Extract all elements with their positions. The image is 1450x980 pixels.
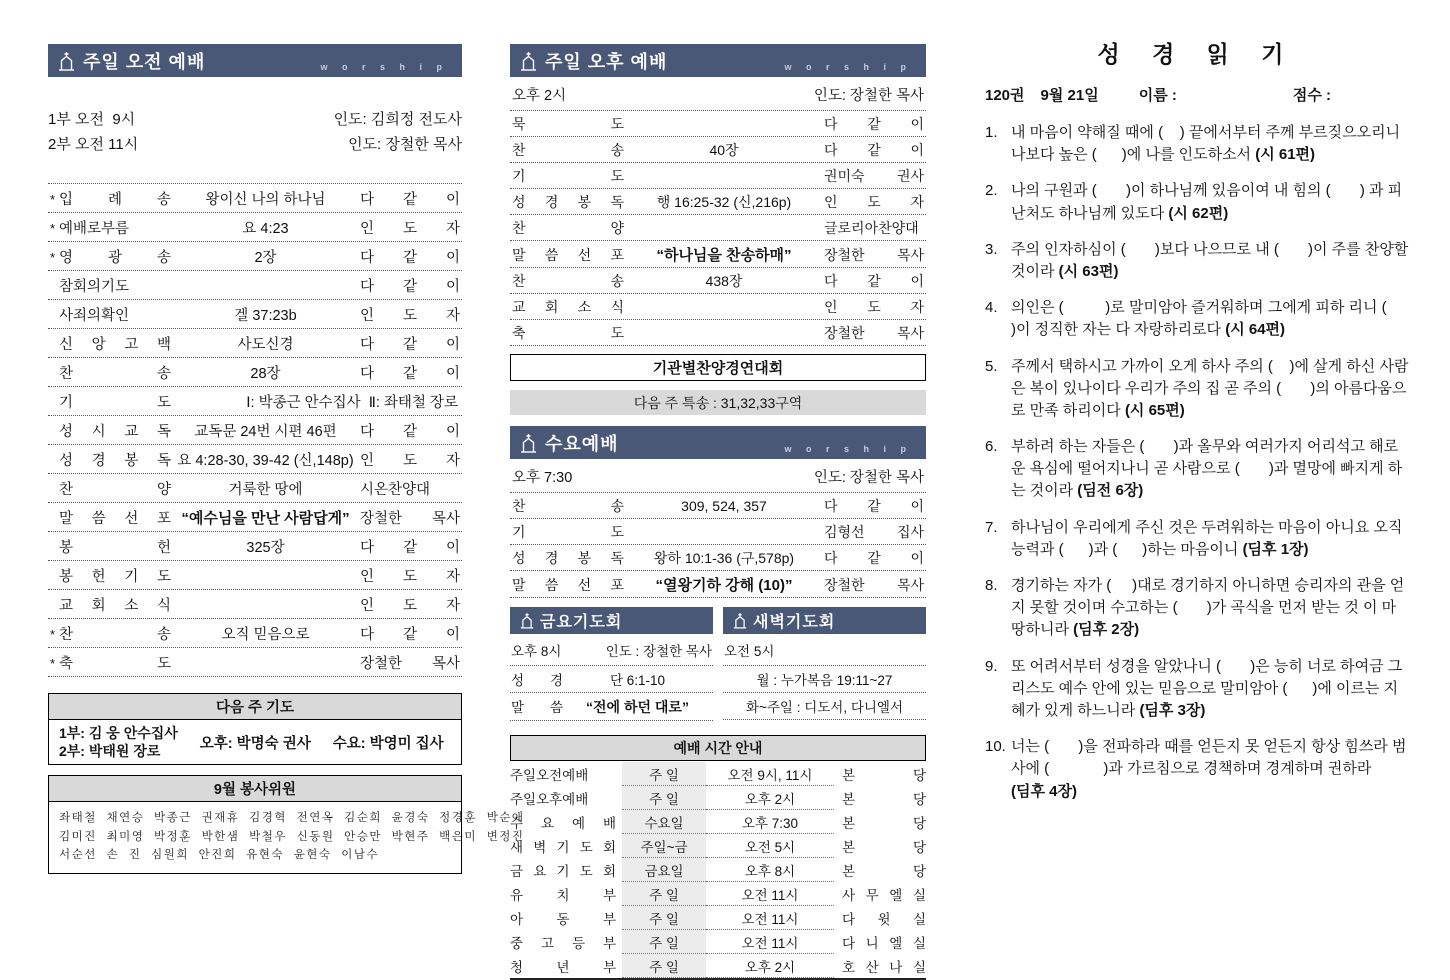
order-item-label: 찬 양	[59, 481, 171, 498]
quiz-question	[985, 575, 1409, 642]
service-time: 1부 오전 9시	[48, 111, 136, 128]
scripture-reference: (시 65편)	[1124, 401, 1185, 419]
order-item-label: 입 례 송	[59, 191, 171, 208]
order-item-value: “전에 하던 대로”	[586, 699, 689, 715]
schedule-place: 다 윗 실	[842, 912, 926, 927]
order-item-value: 40장	[709, 141, 739, 158]
scripture-reference: (시 63편)	[1058, 262, 1119, 280]
order-item-label: 예배로부름	[59, 220, 130, 237]
order-item-value: 309, 524, 357	[681, 497, 767, 514]
church-icon	[520, 51, 537, 71]
order-item-person: 다 같 이	[360, 249, 460, 266]
order-item-label: 말 씀 선 포	[59, 510, 171, 527]
schedule-day: 주 일	[622, 954, 706, 978]
question-text: 경기하는 자가 ( )대로 경기하지 아니하면 승리자의 관을 얻지 못할 것이며 수고하는 ( )가 곡식을 먼저 받는 것 이 마땅하니라	[1011, 577, 1405, 639]
service-time-guide-table	[510, 761, 926, 980]
quiz-question	[985, 239, 1413, 283]
service-time-guide-title: 예배 시간 안내	[510, 735, 926, 761]
order-row	[48, 619, 462, 648]
service-time: 오후 8시	[511, 644, 562, 659]
order-item-person: 인 도 자	[824, 193, 924, 210]
wednesday-service-leaders	[510, 459, 926, 493]
schedule-service-name: 청 년 부	[510, 960, 616, 975]
schedule-day: 주 일	[622, 762, 706, 786]
order-item-label: 축 도	[512, 324, 624, 341]
bible-reading-title: 성 경 읽 기	[1097, 41, 1297, 67]
order-item-value: 2장	[254, 249, 277, 266]
friday-prayer-section	[510, 607, 713, 721]
question-number: 1.	[985, 124, 998, 141]
order-item-label: 찬 송	[59, 626, 171, 643]
service-leader: 인도: 김희정 전도사	[333, 111, 462, 128]
score-label: 점수 :	[1292, 87, 1332, 104]
question-number: 2.	[985, 182, 998, 200]
order-item-value: 행 16:25-32 (신,216p)	[656, 193, 792, 210]
scripture-reference: (딤전 6장)	[1077, 482, 1144, 500]
stand-marker: *	[50, 220, 56, 236]
dawn-reading-row: 월 : 누가복음 19:11~27	[723, 666, 926, 693]
order-item-person: 다 같 이	[824, 115, 924, 132]
church-icon	[58, 51, 75, 71]
order-item-label: 축 도	[59, 655, 171, 672]
order-row	[510, 294, 926, 320]
worship-watermark: w o r s h i p	[320, 62, 448, 72]
banner-title: 수요예배	[545, 433, 619, 454]
stand-marker: *	[50, 655, 56, 671]
prayer-wednesday: 수요: 박영미 집사	[332, 735, 444, 752]
next-week-prayer-title: 다음 주 기도	[49, 694, 461, 720]
order-row	[510, 545, 926, 571]
order-row	[48, 329, 462, 358]
order-item-person: 인 도 자	[824, 298, 924, 315]
order-item-person: 다 같 이	[360, 539, 460, 556]
order-item-value: 단 6:1-10	[609, 673, 666, 688]
banner-title: 새벽기도회	[753, 614, 836, 631]
order-item-label: 영 광 송	[59, 249, 171, 266]
question-text: 너는 ( )을 전파하라 때를 얻든지 못 얻든지 항상 힘쓰라 범사에 ( )과 가르침으로 경책하며 경계하며 권하라	[1011, 738, 1407, 778]
service-time: 오후 2시	[512, 88, 567, 104]
reading-date: 9월 21일	[1040, 87, 1099, 104]
order-item-label: 사죄의확인	[59, 307, 130, 324]
order-item-label: 성 경 봉 독	[512, 193, 624, 210]
schedule-day: 금요일	[622, 858, 706, 882]
friday-prayer-banner	[510, 607, 713, 634]
question-text: 주께서 택하시고 가까이 오게 하사 주의 ( )에 살게 하신 사람은 복이 있나이다 우리가 주의 집 곧 주의 ( )의 아름다움으로 만족 하리이다	[1011, 357, 1409, 419]
order-item-person: 인 도 자	[360, 597, 460, 614]
order-item-person: 다 같 이	[824, 497, 924, 514]
schedule-service-name: 주일오후예배	[510, 792, 589, 807]
scripture-reference: (시 61편)	[1255, 146, 1316, 164]
order-row	[48, 184, 462, 213]
volunteer-name-line: 김미진 최미영 박정훈 박한샘 박철우 신동원 안승만 박현주 백은미 변정진	[59, 830, 525, 843]
order-item-person: 다 같 이	[824, 272, 924, 289]
scripture-reference: (시 62편)	[1168, 204, 1229, 222]
schedule-service-name: 금 요 기 도 회	[510, 864, 616, 879]
volunteers-names	[49, 802, 525, 872]
order-item-label: 기 도	[512, 167, 624, 184]
morning-service-section	[48, 44, 525, 874]
order-item-label: 교 회 소 식	[512, 298, 624, 315]
next-week-prayer-body	[49, 720, 461, 764]
scripture-reference: (시 64편)	[1225, 321, 1286, 339]
quiz-question	[985, 517, 1409, 561]
order-item-label: 성 시 교 독	[59, 423, 171, 440]
schedule-day: 주 일	[622, 930, 706, 954]
order-item-person: 장철한 목사	[360, 510, 460, 527]
order-item-person: 다 같 이	[360, 278, 460, 295]
friday-leaders	[510, 634, 713, 666]
question-number: 3.	[985, 240, 998, 258]
scripture-reference: (딤후 3장)	[1139, 701, 1206, 719]
scripture-reference: (딤후 1장)	[1242, 540, 1309, 558]
order-item-label: 봉 헌	[59, 539, 171, 556]
bible-reading-section	[985, 36, 1413, 817]
quiz-question	[985, 180, 1409, 224]
order-row	[48, 561, 462, 590]
order-item-value: 438장	[705, 272, 743, 289]
order-row	[510, 189, 926, 215]
order-row	[510, 571, 926, 598]
schedule-day: 주 일	[622, 906, 706, 930]
schedule-place: 다 니 엘 실	[842, 936, 926, 951]
volunteer-name-line: 좌태철 채연승 박종근 권재휴 김경혁 전연옥 김순희 윤경숙 정경훈 박순애	[59, 812, 525, 825]
order-row	[510, 320, 926, 346]
name-label: 이름 :	[1138, 87, 1177, 104]
order-item-person: 장철한 목사	[360, 655, 460, 672]
schedule-time: 오전 11시	[706, 906, 834, 930]
schedule-day: 주일~금	[622, 834, 706, 858]
schedule-row	[510, 882, 926, 906]
order-item-value: 요 4:28-30, 39-42 (신,148p)	[177, 452, 354, 469]
prayer-afternoon: 오후: 박명숙 권사	[199, 735, 311, 752]
order-item-label: 찬 송	[512, 272, 624, 289]
service-leader: 인도 : 장철한 목사	[605, 644, 712, 659]
order-row	[48, 445, 462, 474]
schedule-place: 본 당	[842, 792, 926, 807]
order-item-value: 오직 믿음으로	[221, 626, 310, 643]
order-row	[48, 503, 462, 532]
order-item-label: 기 도	[59, 394, 171, 411]
dawn-reading-row: 화~주일 : 디도서, 다니엘서	[723, 693, 926, 720]
question-number: 5.	[985, 357, 998, 375]
schedule-place: 본 당	[842, 816, 926, 831]
bible-reading-meta	[985, 84, 1409, 105]
order-item-value: 요 4:23	[242, 220, 289, 237]
order-row	[510, 493, 926, 519]
volunteers-title: 9월 봉사위원	[49, 776, 461, 802]
worship-watermark: w o r s h i p	[784, 444, 912, 454]
dawn-rows	[723, 666, 926, 720]
schedule-time: 오후 7:30	[706, 810, 834, 834]
morning-order-of-worship	[48, 183, 462, 677]
volunteer-name-line: 서순선 손 진 심원희 안진희 유현숙 윤현숙 이남수	[59, 849, 380, 862]
order-item-label: 말 씀 선 포	[512, 576, 624, 593]
order-item-value: 거룩한 땅에	[228, 481, 303, 498]
schedule-time: 오전 11시	[706, 882, 834, 906]
schedule-day: 주 일	[622, 882, 706, 906]
september-volunteers-box	[48, 775, 525, 873]
order-item-label: 찬 송	[59, 365, 171, 382]
service-time: 오전 5시	[724, 644, 775, 659]
afternoon-order-of-worship	[510, 111, 926, 346]
order-row	[48, 387, 462, 416]
question-number: 7.	[985, 518, 998, 536]
order-row	[510, 666, 713, 693]
order-item-value: 겔 37:23b	[234, 307, 297, 324]
question-number: 4.	[985, 299, 998, 317]
volume-number: 120권	[985, 87, 1025, 104]
afternoon-service-leaders	[510, 77, 926, 111]
order-item-label: 성 경 봉 독	[59, 452, 171, 469]
order-item-person: 권미숙 권사	[824, 167, 924, 184]
friday-rows	[510, 666, 713, 721]
question-text: 하나님이 우리에게 주신 것은 두려워하는 마음이 아니요 오직 능력과 ( )과 ( )하는 마음이니	[1011, 518, 1407, 558]
service-time-guide	[510, 735, 926, 980]
schedule-service-name: 새 벽 기 도 회	[510, 840, 616, 855]
order-item-label: 신 앙 고 백	[59, 336, 171, 353]
order-item-person: 다 같 이	[360, 423, 460, 440]
order-row	[48, 271, 462, 300]
schedule-time: 오후 2시	[706, 786, 834, 810]
wednesday-service-banner	[510, 426, 926, 459]
prayer-meetings-row	[510, 607, 926, 721]
question-text: 부하려 하는 자들은 ( )과 올무와 여러가지 어리석고 해로운 욕심에 떨어지나니 곧 사람으로 ( )과 멸망에 빠지게 하는 것이라	[1011, 438, 1403, 500]
order-item-label: 찬 양	[512, 219, 624, 236]
order-item-value: Ⅰ: 박종근 안수집사 Ⅱ: 좌태철 장로	[246, 394, 458, 411]
order-row	[510, 137, 926, 163]
order-item-label: 말 씀 선 포	[512, 246, 624, 263]
schedule-time: 오전 5시	[706, 834, 834, 858]
order-item-value: “열왕기하 강해 (10)”	[655, 576, 793, 594]
quiz-question	[985, 656, 1409, 723]
schedule-time: 오후 8시	[706, 858, 834, 882]
order-item-value: 사도신경	[237, 336, 294, 353]
schedule-time: 오전 11시	[706, 930, 834, 954]
question-text: 의인은 ( )로 말미암아 즐거워하며 그에게 피하 리니 ( )이 정직한 자는 다 자랑하리로다	[1011, 299, 1412, 339]
prayer-services	[59, 724, 178, 760]
order-item-label: 성 경	[511, 673, 563, 688]
stand-marker: *	[50, 191, 56, 207]
order-item-person: 인 도 자	[360, 220, 460, 237]
schedule-day: 주 일	[622, 786, 706, 810]
question-text: 나의 구원과 ( )이 하나님께 있음이여 내 힘의 ( ) 과 피난처도 하나님께 있도다	[1011, 182, 1403, 222]
order-item-label: 찬 송	[512, 141, 624, 158]
schedule-place: 사 무 엘 실	[842, 888, 926, 903]
order-row	[510, 693, 713, 721]
schedule-service-name: 수 요 예 배	[510, 816, 616, 831]
order-item-person: 장철한 목사	[824, 576, 924, 593]
morning-service-banner	[48, 44, 462, 77]
schedule-time: 오후 2시	[706, 954, 834, 978]
service-leaders	[48, 107, 462, 157]
order-item-person: 장철한 목사	[824, 246, 924, 263]
order-row	[510, 268, 926, 294]
stand-marker: *	[50, 626, 56, 642]
order-item-person: 인 도 자	[360, 452, 460, 469]
next-week-prayer-box	[48, 693, 462, 765]
service-time: 오후 7:30	[512, 470, 573, 486]
schedule-row	[510, 810, 926, 834]
order-item-label: 말 씀	[511, 700, 563, 715]
worship-watermark: w o r s h i p	[784, 62, 912, 72]
dawn-time	[723, 634, 926, 666]
order-item-person: 다 같 이	[360, 626, 460, 643]
schedule-service-name: 유 치 부	[510, 888, 616, 903]
order-item-person: 다 같 이	[824, 141, 924, 158]
stand-marker: *	[50, 249, 56, 265]
schedule-service-name: 주일오전예배	[510, 768, 589, 783]
order-row	[510, 111, 926, 137]
schedule-row	[510, 930, 926, 954]
schedule-time: 오전 9시, 11시	[706, 762, 834, 786]
order-item-value: 왕하 10:1-36 (구,578p)	[653, 549, 795, 566]
scripture-reference: (딤후 4장)	[1011, 782, 1077, 800]
order-row	[510, 215, 926, 241]
schedule-row	[510, 762, 926, 786]
order-item-label: 참회의기도	[59, 278, 130, 295]
wednesday-order-of-worship	[510, 493, 926, 598]
question-text: 또 어려서부터 성경을 알았나니 ( )은 능히 너로 하여금 그리스도 예수 안에 있는 믿음으로 말미암아 ( )에 이르는 지혜가 있게 하느니라	[1011, 657, 1403, 719]
service-time: 2부 오전 11시	[48, 136, 139, 153]
order-row	[48, 300, 462, 329]
church-icon	[520, 612, 534, 629]
order-row	[48, 242, 462, 271]
schedule-row	[510, 786, 926, 810]
order-item-value: 교독문 24번 시편 46편	[194, 423, 337, 440]
order-row	[510, 241, 926, 268]
order-item-person: 인 도 자	[360, 307, 460, 324]
order-item-value: “예수님을 만난 사람답게”	[181, 509, 350, 527]
prayer-2nd-service: 2부: 박태원 장로	[59, 743, 161, 760]
quiz-question	[985, 122, 1409, 166]
church-icon	[520, 433, 537, 453]
order-row	[48, 213, 462, 242]
question-number: 10.	[985, 738, 1006, 756]
question-number: 6.	[985, 438, 998, 456]
order-item-value: 28장	[250, 365, 281, 382]
order-item-person: 다 같 이	[360, 191, 460, 208]
question-number: 9.	[985, 657, 998, 675]
schedule-row	[510, 858, 926, 882]
schedule-place: 본 당	[842, 840, 926, 855]
dawn-prayer-banner	[723, 607, 926, 634]
dawn-prayer-section	[723, 607, 926, 721]
order-item-label: 기 도	[512, 523, 624, 540]
order-item-person: 글로리아찬양대	[824, 219, 919, 236]
order-item-person: 다 같 이	[360, 336, 460, 353]
order-item-person: 다 같 이	[824, 549, 924, 566]
order-row	[48, 474, 462, 503]
service-leader: 인도: 장철한 목사	[813, 88, 924, 104]
order-item-person: 김형선 집사	[824, 523, 924, 540]
order-item-value: 왕이신 나의 하나님	[205, 191, 326, 208]
praise-contest-notice: 기관별찬양경연대회	[510, 354, 926, 381]
leader-row	[48, 132, 462, 157]
question-text: 주의 인자하심이 ( )보다 나으므로 내 ( )이 주를 찬양할 것이라	[1011, 240, 1413, 280]
order-item-person: 다 같 이	[360, 365, 460, 382]
order-item-label: 성 경 봉 독	[512, 549, 624, 566]
order-item-label: 교 회 소 식	[59, 597, 171, 614]
quiz-question	[985, 356, 1409, 423]
schedule-service-name: 중 고 등 부	[510, 936, 616, 951]
order-item-value: “하나님을 찬송하매”	[656, 246, 792, 264]
leader-row	[48, 107, 462, 132]
banner-title: 금요기도회	[540, 614, 623, 631]
afternoon-service-banner	[510, 44, 926, 77]
schedule-place: 호 산 나 실	[842, 960, 926, 975]
question-number: 8.	[985, 577, 998, 594]
order-item-value: 325장	[246, 539, 285, 556]
middle-column	[510, 44, 926, 980]
prayer-1st-service: 1부: 김 웅 안수집사	[59, 725, 178, 741]
schedule-service-name: 아 동 부	[510, 912, 616, 927]
banner-title: 주일 오전 예배	[83, 51, 206, 72]
order-row	[510, 519, 926, 545]
schedule-row	[510, 834, 926, 858]
order-row	[48, 648, 462, 677]
order-item-label: 찬 송	[512, 497, 624, 514]
order-item-person: 시온찬양대	[360, 481, 431, 498]
bible-quiz-questions	[985, 122, 1413, 803]
schedule-row	[510, 906, 926, 930]
order-item-label: 묵 도	[512, 115, 624, 132]
order-row	[48, 358, 462, 387]
scripture-reference: (딤후 2장)	[1073, 621, 1140, 639]
schedule-day: 수요일	[622, 810, 706, 834]
schedule-place: 본 당	[842, 864, 926, 879]
order-row	[48, 532, 462, 561]
next-week-special-song: 다음 주 특송 : 31,32,33구역	[510, 390, 926, 415]
order-item-person: 인 도 자	[360, 568, 460, 585]
banner-title: 주일 오후 예배	[545, 51, 668, 72]
quiz-question	[985, 436, 1409, 503]
schedule-place: 본 당	[842, 768, 926, 783]
service-leader: 인도: 장철한 목사	[348, 136, 462, 153]
order-row	[48, 590, 462, 619]
order-item-label: 봉 헌 기 도	[59, 568, 171, 585]
service-leader: 인도: 장철한 목사	[813, 470, 924, 486]
order-item-person: 장철한 목사	[824, 324, 924, 341]
order-row	[510, 163, 926, 189]
quiz-question	[985, 297, 1412, 341]
question-text: 내 마음이 약해질 때에 ( ) 끝에서부터 주께 부르짖으오리니 나보다 높은 ( )에 나를 인도하소서	[1011, 124, 1405, 164]
order-row	[48, 416, 462, 445]
church-icon	[733, 612, 747, 629]
schedule-row	[510, 954, 926, 978]
quiz-question	[985, 736, 1409, 803]
